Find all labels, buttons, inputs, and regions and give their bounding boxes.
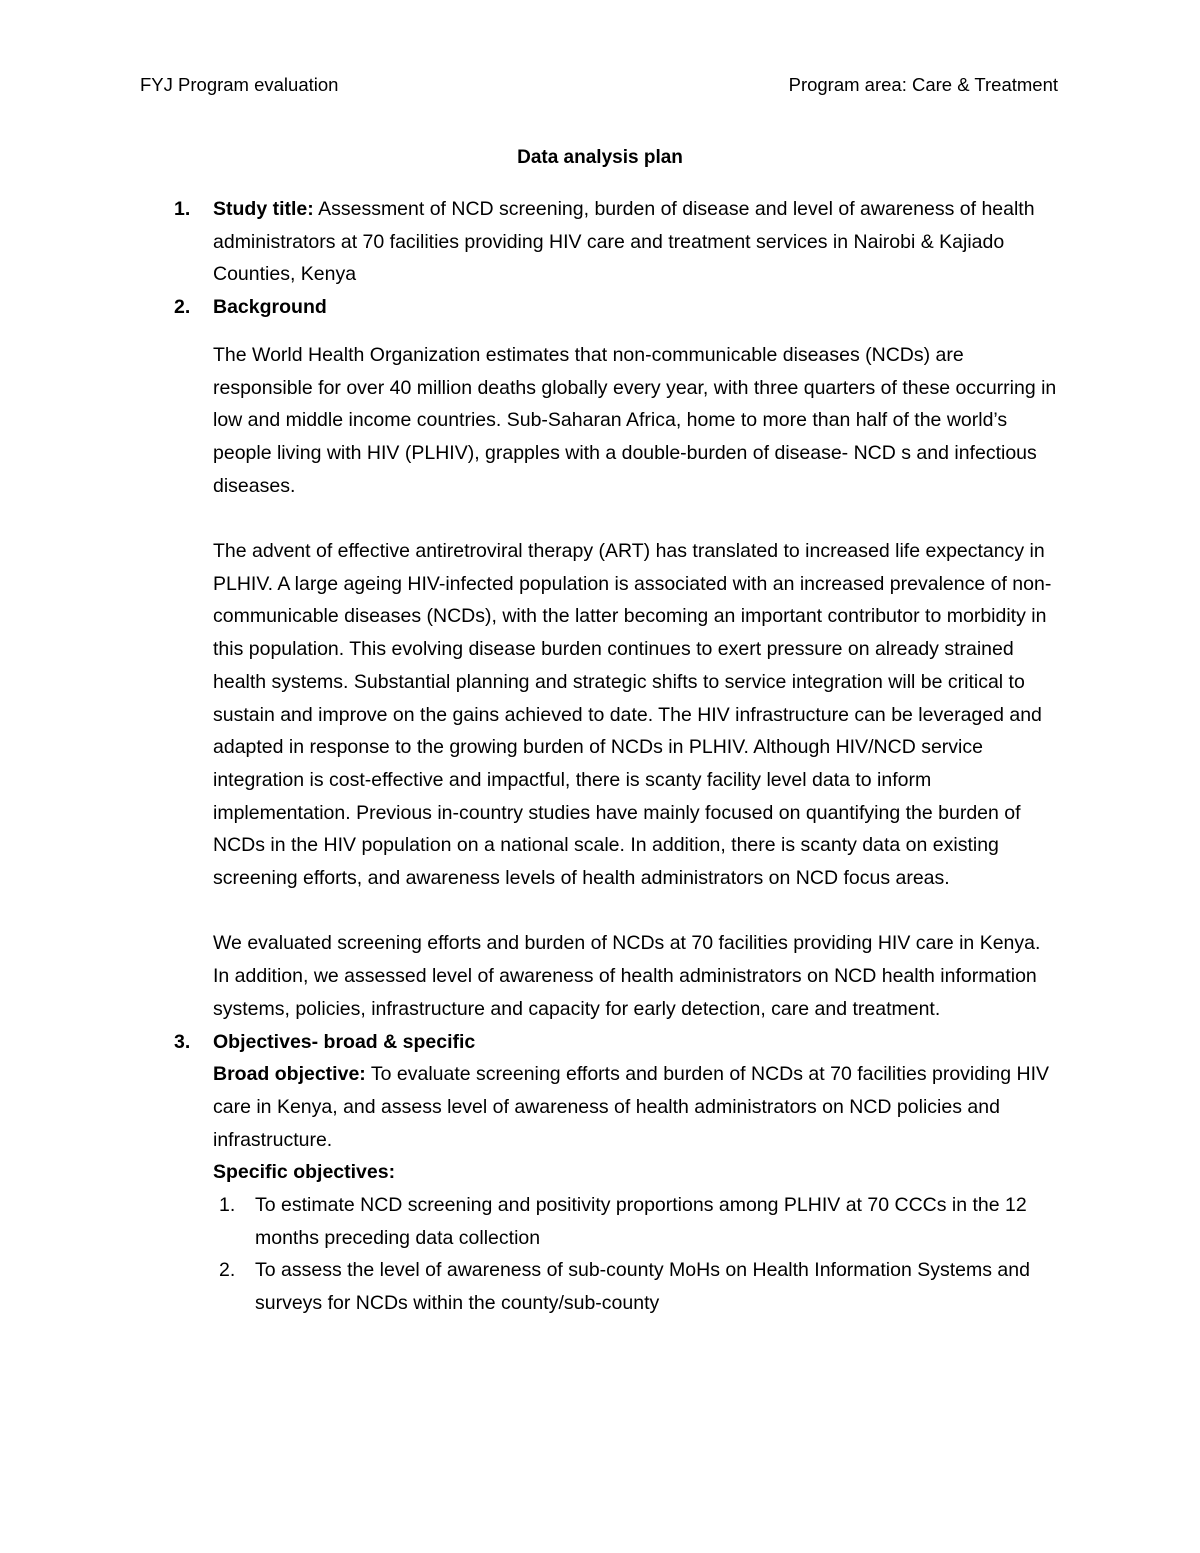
section-number: 1. [174,198,191,220]
background-paragraph: The advent of effective antiretroviral therapy (ART) has translated to increased life expectancy in PLHIV. A large ageing HIV-infected population is associated with an increased prevalence of non-communicable diseases (NCDs), with the latter becoming an important contributor to morbidity in this population. This evolving disease burden continues to exert pressure on already strained health systems. Substantial planning and strategic shifts to service integration will be critical to sustain and improve on the gains achieved to date. The HIV infrastructure can be leveraged and adapted in response to the growing burden of NCDs in PLHIV. Although HIV/NCD service integration is cost-effective and impactful, there is scanty facility level data to inform implementation. Previous in-country studies have mainly focused on quantifying the burden of NCDs in the HIV population on a national scale. In addition, there is scanty data on existing screening efforts, and awareness levels of health administrators on NCD focus areas. [213,540,1052,890]
specific-objective-text: To assess the level of awareness of sub-county MoHs on Health Information Systems and surveys for NCDs within the county/sub-county [255,1259,1030,1315]
section-objectives [140,1026,1060,1320]
specific-objective-number: 1. [219,1194,236,1217]
broad-objective-text: To evaluate screening efforts and burden of NCDs at 70 facilities providing HIV care in Kenya, and assess level of awareness of health administrators on NCD policies and infrastructure. [213,1063,1050,1151]
section-study-title [140,193,1060,291]
background-paragraph: The World Health Organization estimates that non-communicable diseases (NCDs) are responsible for over 40 million deaths globally every year, with three quarters of these occurring in low and middle income countries. Sub-Saharan Africa, home to more than half of the world’s people living with HIV (PLHIV), grapples with a double-burden of disease- NCD s and infectious diseases. [213,343,1057,497]
section-heading: Study title: [213,198,314,220]
section-number: 2. [174,296,191,319]
header-right-text: Program area: Care & Treatment [788,74,1058,95]
background-paragraph: We evaluated screening efforts and burden of NCDs at 70 facilities providing HIV care in Kenya. In addition, we assessed level of awareness of health administrators on NCD health information systems, policies, infrastructure and capacity for early detection, care and treatment. [213,932,1041,1020]
specific-objective-item [213,1254,1060,1319]
section-heading: Background [213,296,327,319]
document-title: Data analysis plan [517,147,683,168]
specific-objectives-label: Specific objectives: [213,1161,396,1184]
section-background [140,291,1060,1025]
header-left-text: FYJ Program evaluation [140,74,339,95]
broad-objective [213,1058,1060,1156]
specific-objective-number: 2. [219,1259,236,1282]
section-content [213,193,1060,291]
section-heading: Objectives- broad & specific [213,1030,476,1053]
section-number: 3. [174,1030,191,1053]
specific-objective-text: To estimate NCD screening and positivity proportions among PLHIV at 70 CCCs in the 12 months preceding data collection [255,1194,1027,1249]
study-title-text: Assessment of NCD screening, burden of disease and level of awareness of health administrators at 70 facilities providing HIV care and treatment services in Nairobi & Kajiado Counties, Kenya [213,198,1035,286]
specific-objective-item [213,1189,1060,1254]
broad-objective-label: Broad objective: [213,1063,366,1086]
document-body [140,193,1060,1320]
